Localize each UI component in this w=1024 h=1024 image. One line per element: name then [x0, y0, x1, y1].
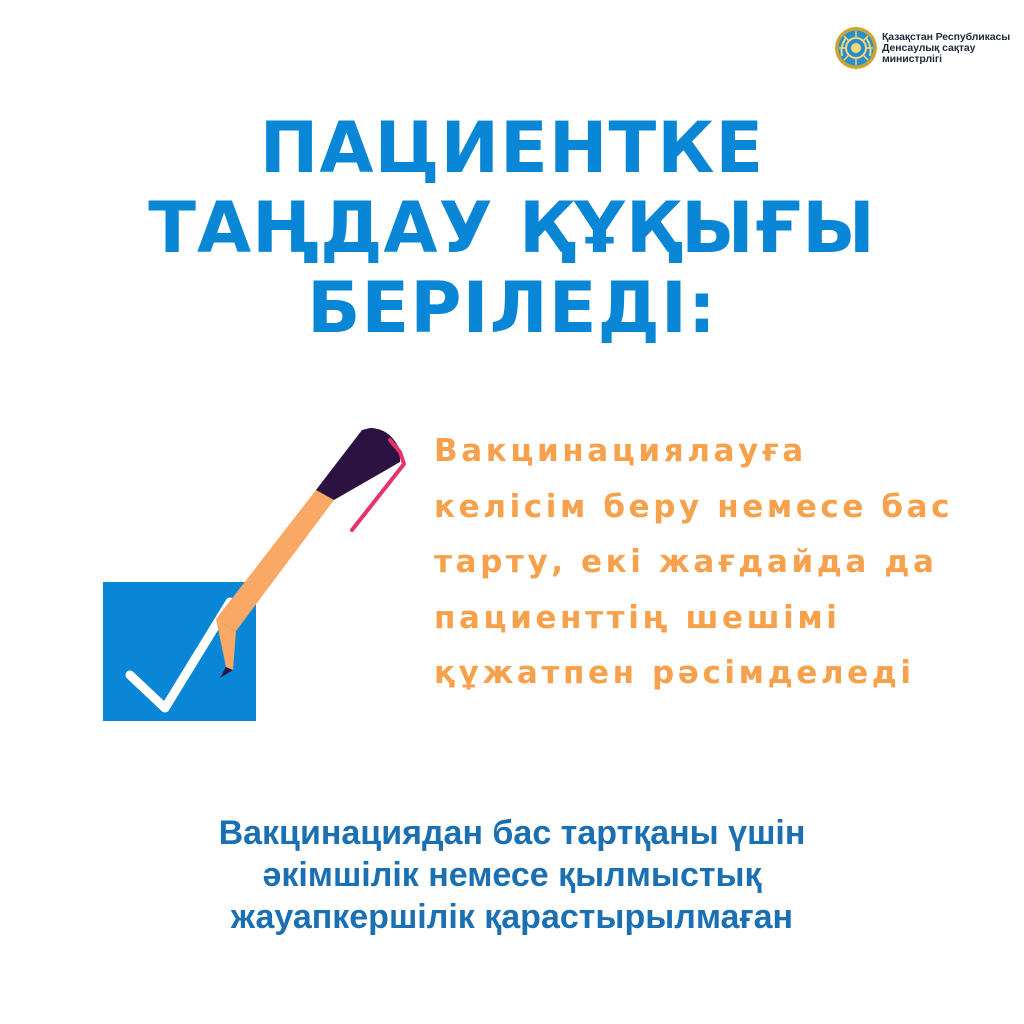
liability-note: [0, 812, 1024, 938]
headline-line-1: ПАЦИЕНТКЕ: [259, 107, 765, 189]
note-line-2: әкімшілік немесе қылмыстық: [262, 856, 762, 894]
ministry-logo: [834, 26, 1010, 70]
ministry-name-line-3: министрлігі: [882, 52, 942, 65]
headline: [0, 108, 1024, 348]
statement-line-2: келісім беру немесе бас: [434, 488, 954, 525]
statement-line-1: Вакцинациялауға: [434, 433, 807, 469]
ministry-name: [882, 32, 1010, 65]
statement-line-3: тарту, екі жағдайда да: [434, 544, 938, 580]
note-line-3: жауапкершілік қарастырылмаған: [230, 898, 794, 936]
vaccination-consent-statement: [434, 424, 1014, 702]
statement-line-4: пациенттің шешімі: [434, 599, 841, 636]
ministry-name-line-2: Денсаулық сақтау: [882, 41, 976, 54]
note-line-1: Вакцинациядан бас тартқаны үшін: [218, 814, 806, 852]
headline-line-3: БЕРІЛЕДІ:: [307, 267, 717, 349]
statement-line-5: құжатпен рәсімделеді: [434, 655, 915, 691]
checkbox-pen-illustration: [100, 420, 410, 730]
state-emblem-icon: [834, 26, 878, 70]
headline-line-2: ТАҢДАУ ҚҰҚЫҒЫ: [148, 187, 876, 269]
ministry-name-line-1: Қазақстан Республикасы: [882, 30, 1011, 43]
